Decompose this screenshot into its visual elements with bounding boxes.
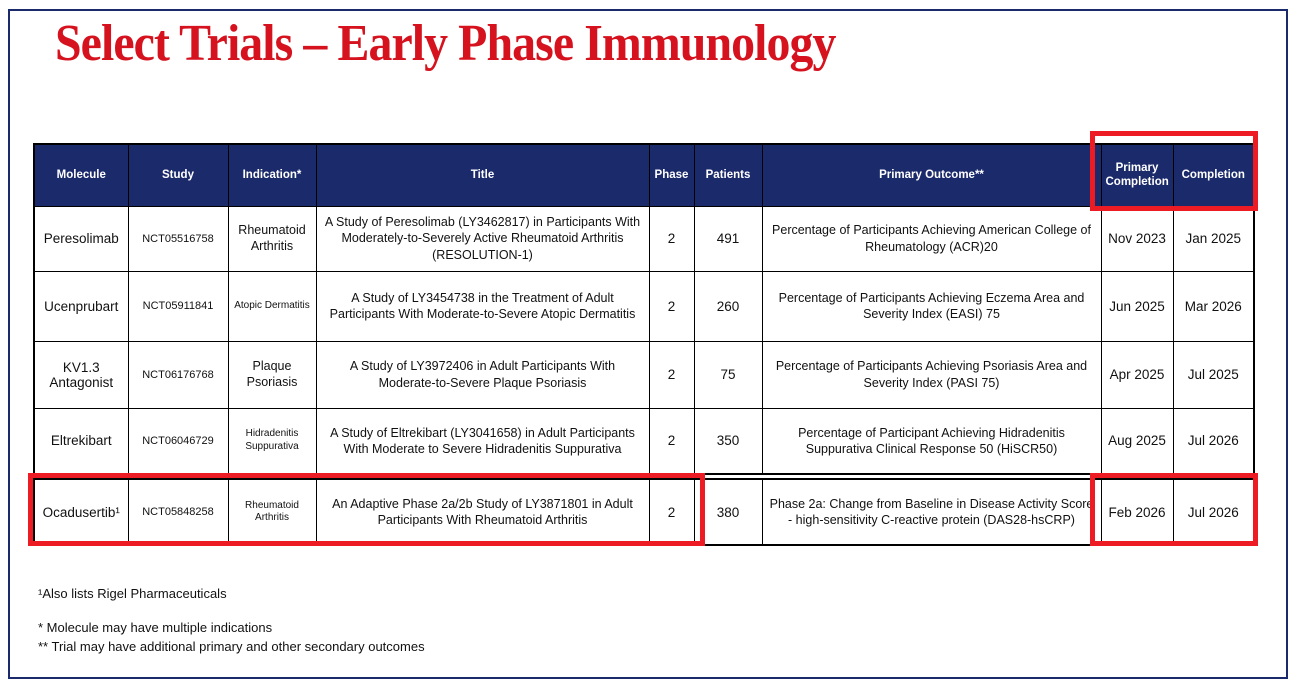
cell-completion: Mar 2026 — [1173, 271, 1254, 341]
footnote-indications: * Molecule may have multiple indications — [38, 620, 273, 635]
col-header-title: Title — [316, 144, 649, 206]
cell-title: A Study of Peresolimab (LY3462817) in Participants With Moderately-to-Severely Active Rheumatoid Arthritis (RESOLUTION-1) — [316, 206, 649, 271]
cell-indication: Rheumatoid Arthritis — [228, 206, 316, 271]
col-header-primary-completion: Primary Completion — [1101, 144, 1173, 206]
cell-molecule: Ocadusertib¹ — [34, 479, 128, 545]
cell-primary-outcome: Percentage of Participant Achieving Hidradenitis Suppurativa Clinical Response 50 (HiSCR50) — [762, 408, 1101, 474]
cell-phase: 2 — [649, 341, 694, 408]
trials-table-main — [33, 143, 1255, 475]
cell-title: An Adaptive Phase 2a/2b Study of LY3871801 in Adult Participants With Rheumatoid Arthritis — [316, 479, 649, 545]
cell-phase: 2 — [649, 271, 694, 341]
page-title: Select Trials – Early Phase Immunology — [55, 15, 836, 72]
cell-primary-outcome: Percentage of Participants Achieving Psoriasis Area and Severity Index (PASI 75) — [762, 341, 1101, 408]
table-row — [34, 408, 1254, 474]
col-header-molecule: Molecule — [34, 144, 128, 206]
cell-indication: Atopic Dermatitis — [228, 271, 316, 341]
cell-phase: 2 — [649, 408, 694, 474]
cell-study: NCT05848258 — [128, 479, 228, 545]
cell-indication: Rheumatoid Arthritis — [228, 479, 316, 545]
cell-patients: 380 — [694, 479, 762, 545]
header-row — [34, 144, 1254, 206]
trials-table — [33, 143, 1253, 546]
cell-study: NCT06176768 — [128, 341, 228, 408]
cell-primary-completion: Apr 2025 — [1101, 341, 1173, 408]
cell-molecule: Ucenprubart — [34, 271, 128, 341]
footnote-rigel: ¹Also lists Rigel Pharmaceuticals — [38, 586, 227, 601]
table-row — [34, 271, 1254, 341]
cell-title: A Study of LY3454738 in the Treatment of Adult Participants With Moderate-to-Severe Atopic Dermatitis — [316, 271, 649, 341]
col-header-study: Study — [128, 144, 228, 206]
col-header-patients: Patients — [694, 144, 762, 206]
cell-study: NCT05516758 — [128, 206, 228, 271]
cell-indication: Plaque Psoriasis — [228, 341, 316, 408]
cell-study: NCT06046729 — [128, 408, 228, 474]
cell-study: NCT05911841 — [128, 271, 228, 341]
cell-molecule: Peresolimab — [34, 206, 128, 271]
cell-patients: 75 — [694, 341, 762, 408]
cell-phase: 2 — [649, 206, 694, 271]
cell-primary-completion: Nov 2023 — [1101, 206, 1173, 271]
cell-primary-outcome: Percentage of Participants Achieving American College of Rheumatology (ACR)20 — [762, 206, 1101, 271]
cell-patients: 350 — [694, 408, 762, 474]
cell-title: A Study of LY3972406 in Adult Participants With Moderate-to-Severe Plaque Psoriasis — [316, 341, 649, 408]
table-row — [34, 206, 1254, 271]
cell-phase: 2 — [649, 479, 694, 545]
table-row — [34, 341, 1254, 408]
cell-completion: Jan 2025 — [1173, 206, 1254, 271]
table-row — [34, 479, 1254, 545]
cell-primary-completion: Jun 2025 — [1101, 271, 1173, 341]
col-header-completion: Completion — [1173, 144, 1254, 206]
cell-patients: 260 — [694, 271, 762, 341]
col-header-indication: Indication* — [228, 144, 316, 206]
cell-patients: 491 — [694, 206, 762, 271]
col-header-phase: Phase — [649, 144, 694, 206]
cell-primary-completion: Feb 2026 — [1101, 479, 1173, 545]
cell-molecule: Eltrekibart — [34, 408, 128, 474]
cell-molecule: KV1.3 Antagonist — [34, 341, 128, 408]
footnote-outcomes: ** Trial may have additional primary and other secondary outcomes — [38, 639, 425, 654]
cell-completion: Jul 2025 — [1173, 341, 1254, 408]
cell-indication: Hidradenitis Suppurativa — [228, 408, 316, 474]
cell-primary-completion: Aug 2025 — [1101, 408, 1173, 474]
cell-completion: Jul 2026 — [1173, 408, 1254, 474]
cell-primary-outcome: Percentage of Participants Achieving Eczema Area and Severity Index (EASI) 75 — [762, 271, 1101, 341]
cell-completion: Jul 2026 — [1173, 479, 1254, 545]
cell-primary-outcome: Phase 2a: Change from Baseline in Disease Activity Score - high-sensitivity C-reactive protein (DAS28-hsCRP) — [762, 479, 1101, 545]
trials-table-highlight-row — [33, 478, 1255, 546]
col-header-primary-outcome: Primary Outcome** — [762, 144, 1101, 206]
cell-title: A Study of Eltrekibart (LY3041658) in Adult Participants With Moderate to Severe Hidradenitis Suppurativa — [316, 408, 649, 474]
